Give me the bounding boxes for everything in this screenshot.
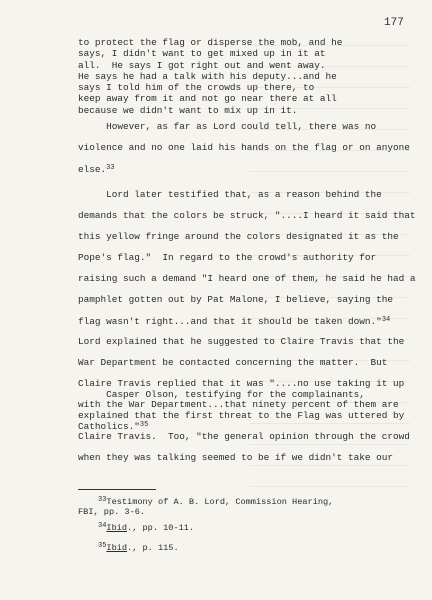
body-line: violence and no one laid his hands on the flag or on anyone xyxy=(78,142,410,153)
body-line: Pope's flag." In regard to the crowd's authority for xyxy=(78,252,377,263)
body-line: Casper Olson, testifying for the complainants, xyxy=(78,389,365,400)
body-line: raising such a demand "I heard one of them, he said he had a xyxy=(78,273,416,284)
paragraph-however xyxy=(78,116,410,179)
footnote-35: $^{35}$Ibid., p. 115. xyxy=(98,542,179,553)
body-line: War Department be contacted concerning the matter. But xyxy=(78,357,388,368)
footnote-33: $^{33}$Testimony of A. B. Lord, Commission Hearing, xyxy=(98,496,334,507)
footnote-ref-35: 35 xyxy=(139,421,149,429)
body-line: Claire Travis replied that it was "....no use taking it up xyxy=(78,378,405,389)
body-line: Lord later testified that, as a reason behind the xyxy=(78,189,382,200)
footnote-separator xyxy=(78,489,156,490)
quote-line: says, I didn't want to get mixed up in it at xyxy=(78,48,326,60)
body-line: pamphlet gotten out by Pat Malone, I believe, saying the xyxy=(78,294,394,305)
footnote-ref-34: 34 xyxy=(381,316,391,324)
quote-line: to protect the flag or disperse the mob, and he xyxy=(78,37,343,48)
quote-line: keep away from it and not go near there at all xyxy=(78,93,337,105)
body-line: explained that the first threat to the Flag was uttered by xyxy=(78,410,405,421)
body-line: However, as far as Lord could tell, there was no xyxy=(78,121,377,132)
body-line: Claire Travis. Too, "the general opinion through the crowd xyxy=(78,431,410,442)
quote-line: He says he had a talk with his deputy...and he xyxy=(78,70,337,82)
body-line: this yellow fringe around the colors designated it as the xyxy=(78,231,399,242)
body-line: demands that the colors be struck, "....I heard it said that xyxy=(78,210,416,221)
body-line: flag wasn't right...and that it should be taken down."$^{34}$ xyxy=(78,316,391,327)
paragraph-casper-olson xyxy=(78,384,410,468)
footnote-33-cont: FBI, pp. 3-6. xyxy=(78,507,146,517)
page-number: 177 xyxy=(384,17,404,29)
body-line: Catholics."$^{35}$ xyxy=(78,421,149,432)
body-line: else.$^{33}$ xyxy=(78,164,115,175)
footnote-ref-33: 33 xyxy=(106,164,115,172)
footnote-34: $^{34}$Ibid., pp. 10-11. xyxy=(98,522,195,533)
body-line: Lord explained that he suggested to Claire Travis that the xyxy=(78,336,405,347)
block-quote xyxy=(78,37,378,116)
body-line: when they was talking seemed to be if we didn't take our xyxy=(78,452,394,463)
quote-line: because we didn't want to mix up in it. xyxy=(78,104,298,116)
body-line: with the War Department...that ninety percent of them are xyxy=(78,399,399,410)
quote-line: says I told him of the crowds up there, to xyxy=(78,82,315,94)
footnotes xyxy=(78,494,398,552)
quote-line: all. He says I got right out and went away. xyxy=(78,59,326,71)
